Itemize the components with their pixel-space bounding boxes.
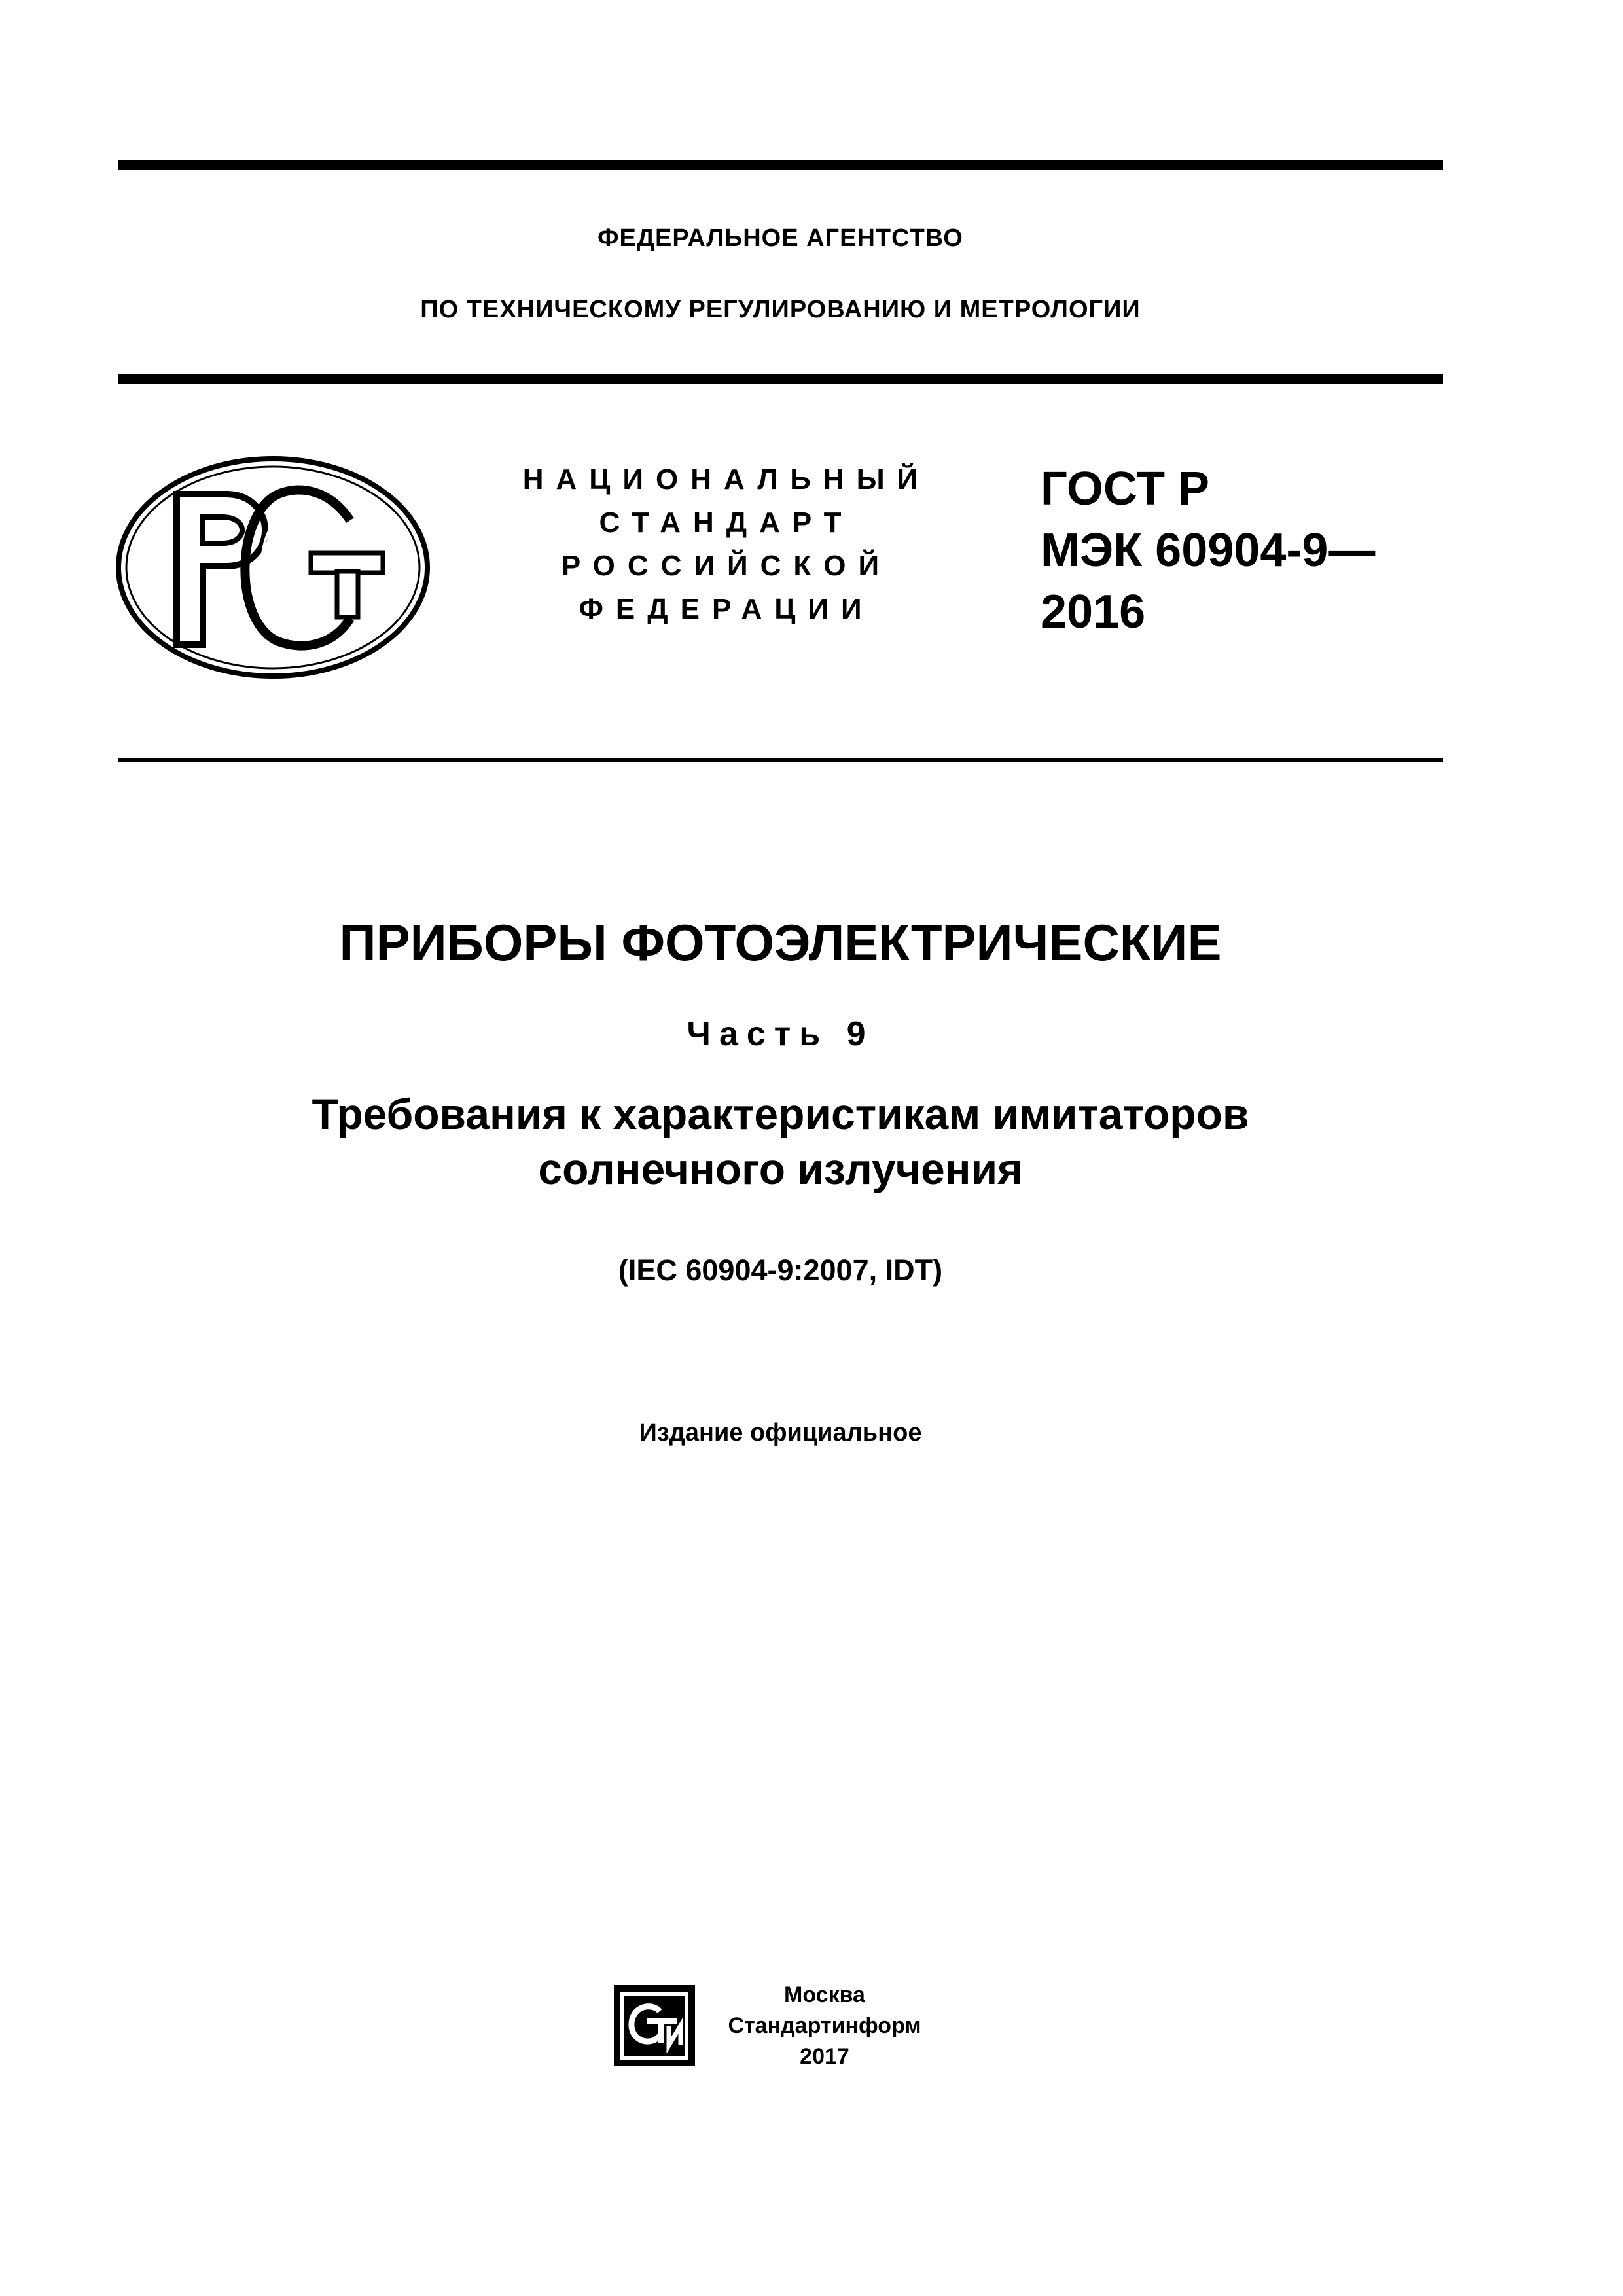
designation-line-3: 2016	[1041, 586, 1146, 638]
standard-type-line-1: НАЦИОНАЛЬНЫЙ	[522, 463, 931, 495]
subtitle-line-2: солнечного излучения	[538, 1145, 1023, 1193]
standartinform-logo-icon	[609, 1980, 700, 2072]
publisher-year: 2017	[800, 2044, 849, 2069]
subtitle-line-1: Требования к характеристикам имитаторов	[312, 1090, 1249, 1138]
header-rule	[118, 374, 1443, 384]
designation-line-1: ГОСТ Р	[1041, 463, 1210, 515]
top-rule	[118, 160, 1443, 170]
standard-designation	[1041, 458, 1433, 643]
document-subtitle	[118, 1086, 1443, 1196]
standard-type-line-4: ФЕДЕРАЦИИ	[579, 593, 874, 625]
agency-line-1: ФЕДЕРАЛЬНОЕ АГЕНТСТВО	[597, 224, 963, 252]
agency-line-2: ПО ТЕХНИЧЕСКОМУ РЕГУЛИРОВАНИЮ И МЕТРОЛОГИИ	[420, 296, 1141, 323]
part-number: Часть 9	[687, 1015, 874, 1053]
section-rule	[118, 758, 1443, 762]
rst-emblem-icon	[115, 455, 432, 681]
iec-reference: (IEC 60904-9:2007, IDT)	[618, 1253, 943, 1287]
publisher-name: Стандартинформ	[728, 2013, 921, 2038]
document-title: ПРИБОРЫ ФОТОЭЛЕКТРИЧЕСКИЕ	[339, 914, 1222, 971]
national-standard-caption	[497, 458, 955, 631]
designation-line-2: МЭК 60904-9—	[1041, 524, 1376, 577]
standard-type-line-3: РОССИЙСКОЙ	[561, 550, 892, 582]
standard-type-line-2: СТАНДАРТ	[599, 507, 854, 539]
publisher-block	[726, 1980, 923, 2072]
edition-note: Издание официальное	[639, 1419, 922, 1446]
publisher-city: Москва	[784, 1982, 865, 2007]
